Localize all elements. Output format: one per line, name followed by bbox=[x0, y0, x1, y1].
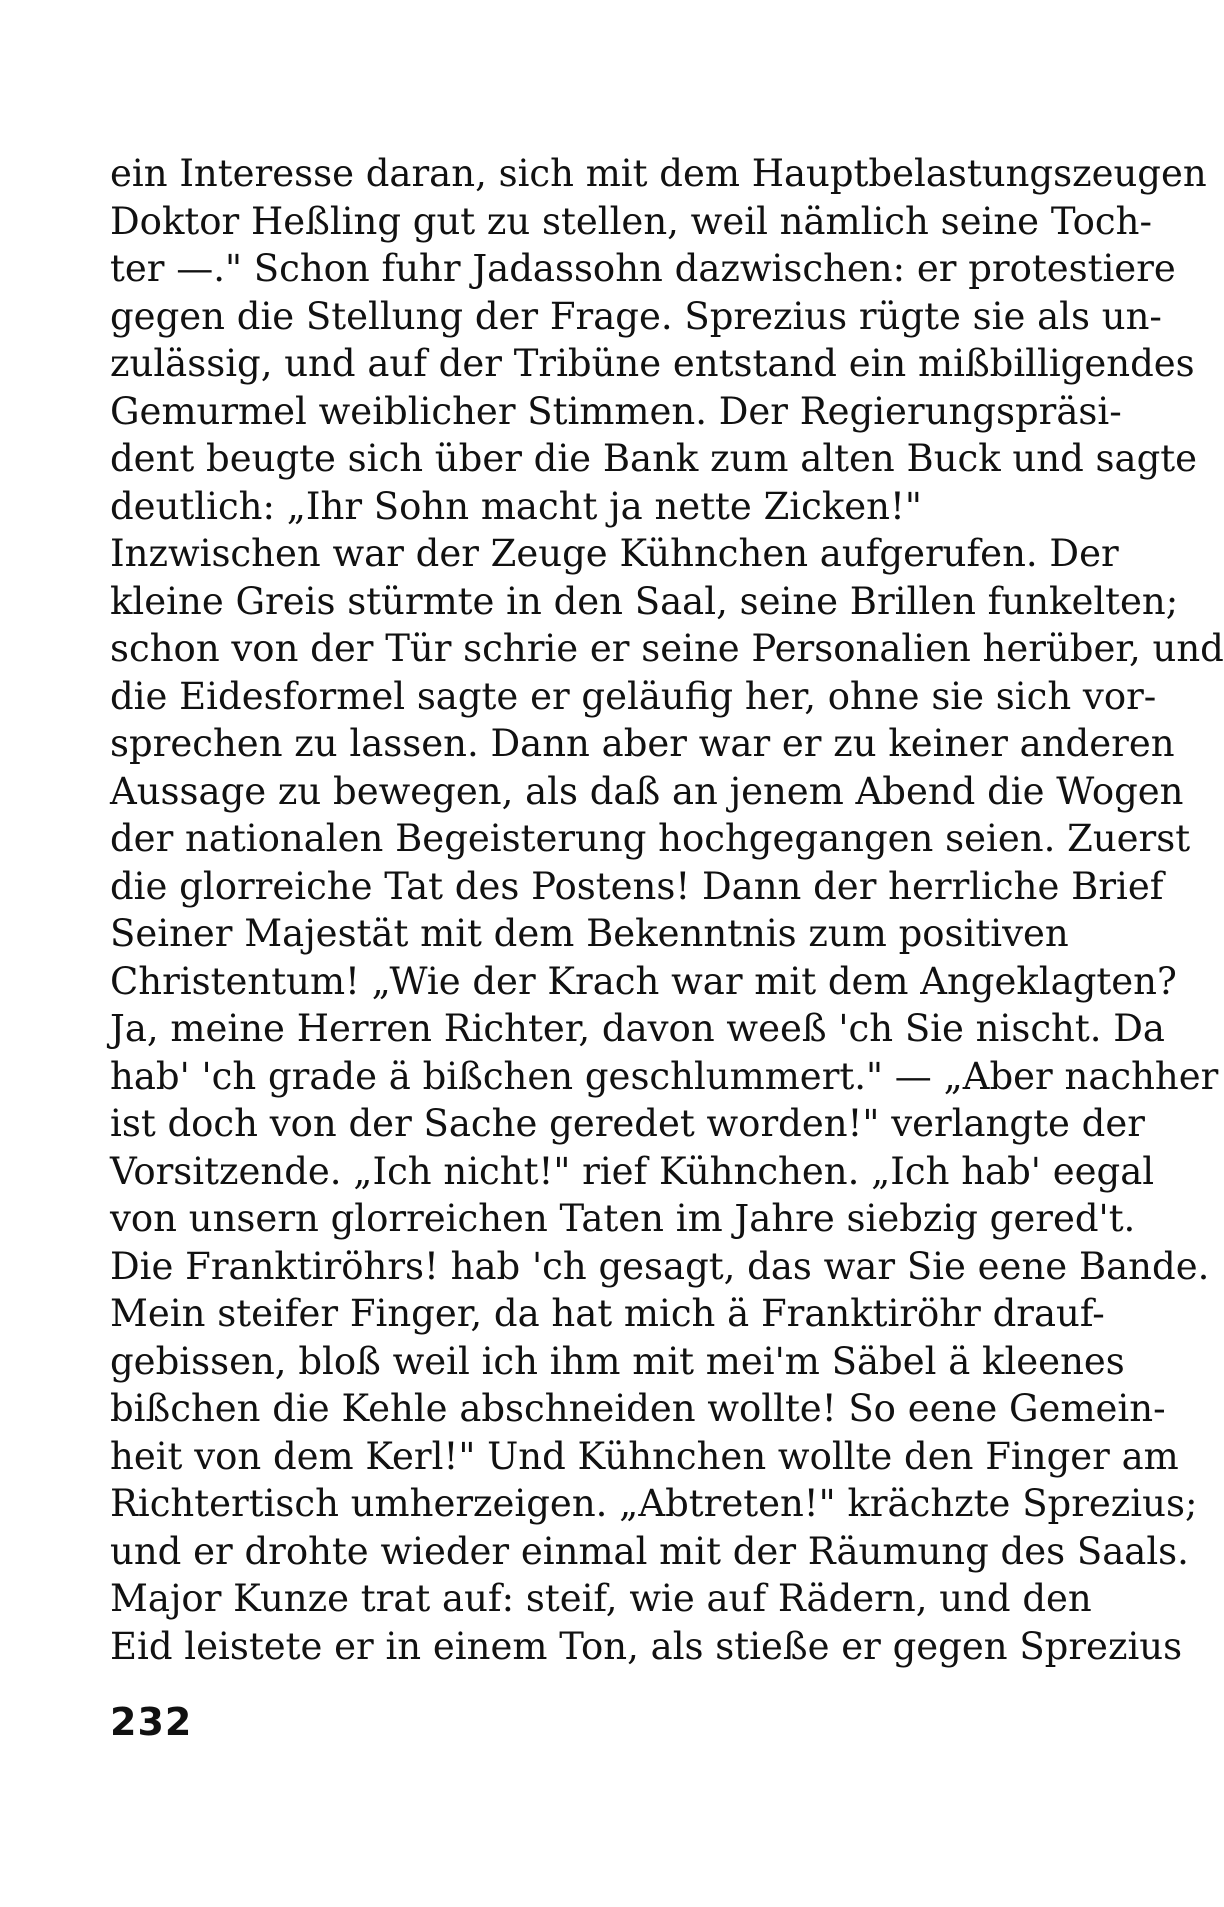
text-line: Doktor Heßling gut zu stellen, weil nämlich seine Toch- bbox=[110, 199, 1152, 243]
text-line: Die Franktiröhrs! hab 'ch gesagt, das war Sie eene Bande. bbox=[110, 1244, 1210, 1288]
text-line: Seiner Majestät mit dem Bekenntnis zum positiven bbox=[110, 912, 1069, 955]
text-line: sprechen zu lassen. Dann aber war er zu keiner anderen bbox=[110, 722, 1175, 765]
text-line: ter —." Schon fuhr Jadassohn dazwischen: er protestiere bbox=[110, 247, 1176, 290]
page-number: 232 bbox=[110, 1700, 193, 1744]
text-line: Mein steifer Finger, da hat mich ä Franktiröhr drauf- bbox=[110, 1292, 1105, 1335]
text-line: Aussage zu bewegen, als daß an jenem Abend die Wogen bbox=[110, 769, 1184, 813]
text-line: Eid leistete er in einem Ton, als stieße er gegen Sprezius bbox=[110, 1624, 1183, 1668]
text-line: deutlich: „Ihr Sohn macht ja nette Zicken!" bbox=[110, 484, 922, 528]
text-line: der nationalen Begeisterung hochgegangen seien. Zuerst bbox=[110, 817, 1191, 860]
page-body-text bbox=[110, 150, 1224, 1670]
text-line: und er drohte wieder einmal mit der Räumung des Saals. bbox=[110, 1529, 1189, 1573]
text-line: die glorreiche Tat des Postens! Dann der herrliche Brief bbox=[110, 864, 1164, 908]
text-line: hab' 'ch grade ä bißchen geschlummert." — „Aber nachher bbox=[110, 1054, 1219, 1098]
text-line: dent beugte sich über die Bank zum alten Buck und sagte bbox=[110, 437, 1198, 480]
text-line: von unsern glorreichen Taten im Jahre siebzig gered't. bbox=[110, 1197, 1136, 1240]
text-line: die Eidesformel sagte er geläufig her, ohne sie sich vor- bbox=[110, 674, 1157, 718]
text-line: heit von dem Kerl!" Und Kühnchen wollte den Finger am bbox=[110, 1434, 1179, 1478]
text-line: Vorsitzende. „Ich nicht!" rief Kühnchen. „Ich hab' eegal bbox=[110, 1149, 1155, 1193]
text-line: gegen die Stellung der Frage. Sprezius rügte sie als un- bbox=[110, 294, 1162, 338]
text-line: schon von der Tür schrie er seine Personalien herüber, und bbox=[110, 627, 1224, 670]
text-line: Ja, meine Herren Richter, davon weeß 'ch Sie nischt. Da bbox=[110, 1007, 1165, 1050]
text-line: Inzwischen war der Zeuge Kühnchen aufgerufen. Der bbox=[110, 532, 1119, 575]
text-line: gebissen, bloß weil ich ihm mit mei'm Säbel ä kleenes bbox=[110, 1339, 1125, 1383]
text-line: Major Kunze trat auf: steif, wie auf Rädern, und den bbox=[110, 1577, 1092, 1620]
text-line: bißchen die Kehle abschneiden wollte! So eene Gemein- bbox=[110, 1387, 1166, 1430]
text-line: Richtertisch umherzeigen. „Abtreten!" krächzte Sprezius; bbox=[110, 1482, 1198, 1525]
text-line: ist doch von der Sache geredet worden!" verlangte der bbox=[110, 1102, 1145, 1145]
text-line: Christentum! „Wie der Krach war mit dem Angeklagten? bbox=[110, 959, 1177, 1003]
text-line: ein Interesse daran, sich mit dem Hauptbelastungszeugen bbox=[110, 152, 1207, 195]
text-line: Gemurmel weiblicher Stimmen. Der Regierungspräsi- bbox=[110, 389, 1122, 433]
text-line: zulässig, und auf der Tribüne entstand ein mißbilligendes bbox=[110, 342, 1195, 385]
text-line: kleine Greis stürmte in den Saal, seine Brillen funkelten; bbox=[110, 579, 1179, 623]
